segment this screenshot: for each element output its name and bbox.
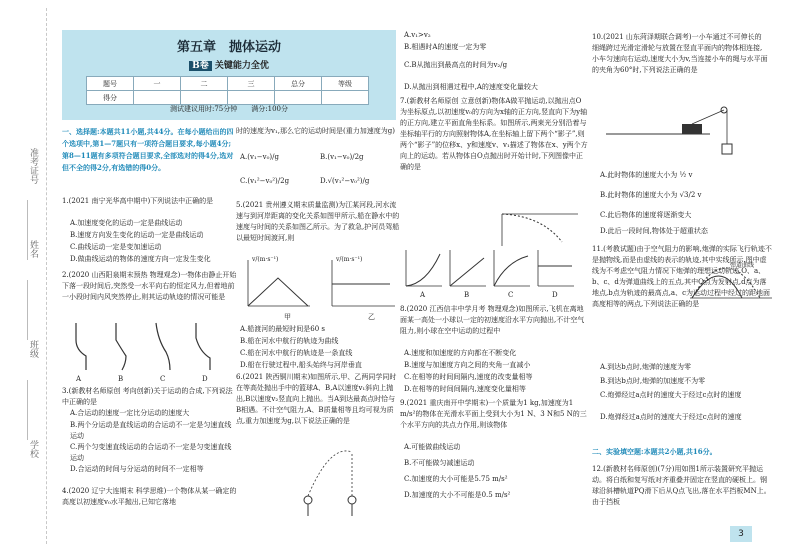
q9-option-d[interactable]: D.加速度的大小不可能是0.5 m/s² [404,491,511,499]
q2-trajectory-figures [64,318,234,378]
binding-blank [27,380,28,440]
trajectory-b [116,323,126,370]
q5-fig-yi: 乙 [368,313,375,321]
q11-trajectory-figure [686,248,776,308]
q11-curve-label: 弹道曲线 [730,262,755,269]
q6-option-c[interactable]: C.B从抛出到最高点的时间为v₂/g [404,61,508,69]
q10-option-b[interactable]: B.此时物体的速度大小为 √3/2 v [600,191,702,199]
volume-badge: B卷 [189,61,212,71]
score-cell[interactable] [228,91,275,105]
score-row-values [87,91,369,105]
q2-label-a[interactable]: A [76,375,82,383]
rope [692,110,724,124]
section-2-text: 二、实验填空题:本题共2小题,共16分。 [592,447,717,456]
exam-header [62,30,396,120]
hanging-block [722,144,732,154]
q3-option-d[interactable]: D.合运动的时间与分运动的时间不一定相等 [70,465,204,473]
q1-option-c[interactable]: C.曲线运动一定是变加速运动 [70,243,162,251]
q5-graph-jia-label: v/(m·s⁻¹) [252,256,279,263]
q10-option-d[interactable]: D.此后一段时间,物体处于超重状态 [600,227,708,235]
question-4: 4.(2020 辽宁大连期末 科学思维)一个物体从某一确定的高度以初速度v₀水平抛出,已知它落地 [62,487,237,506]
q9-option-c[interactable]: C.加速度的大小可能是5.75 m/s² [404,475,508,483]
question-6: 6.(2021 陕西铜川期末)如图所示,甲、乙两同学同时在等高处抛出手中的篮球A、B,A以速度v₁斜向上抛出,B以速度v₂竖直向上抛出。当A到达最高点时恰与B相遇。不计空气阻力,A、B质量相等且均可视为质点,重力加速度为g,以下说法正确的是 [236,373,397,425]
q10-option-a[interactable]: A.此时物体的速度大小为 ½ v [600,171,693,179]
ideal-parabola [692,268,760,298]
subtitle-text: 关键能力全优 [214,61,269,71]
q4-option-b[interactable]: B.(v₁−v₀)/2g [320,153,364,161]
q5-velocity-graphs [240,256,400,316]
q7-label-c[interactable]: C [508,291,514,299]
binding-label-class: 班级 [28,340,38,358]
binding-label-name: 姓名 [28,240,38,258]
q8-option-a[interactable]: A.速度和加速度的方向都在不断变化 [404,349,517,357]
car [682,124,702,134]
q3-option-a[interactable]: A.合运动的速度一定比分运动的速度大 [70,409,190,417]
q6-option-a[interactable]: A.v₁>v₂ [404,31,431,39]
person-yi-head [348,496,356,504]
score-cell: 总分 [275,77,322,91]
q8-option-b[interactable]: B.速度与加速度方向之间的夹角一直减小 [404,361,531,369]
score-cell: 二 [181,77,228,91]
trajectory-c [156,323,170,370]
person-jia-head [304,496,312,504]
ball-a-trajectory [308,451,352,496]
trajectory-a [76,323,86,370]
trajectory-d [196,323,210,370]
score-cell: 得分 [87,91,134,105]
q4-option-a[interactable]: A.(v₁−v₀)/g [240,153,279,161]
q2-label-c[interactable]: C [160,375,166,383]
q1-option-b[interactable]: B.速度方向发生变化的运动一定是曲线运动 [70,231,204,239]
chapter-title: 第五章 抛体运动 [176,40,281,55]
q8-option-d[interactable]: D.在相等的时间间隔内,速度变化量相等 [404,385,526,393]
score-cell: 三 [228,77,275,91]
q11-option-b[interactable]: B.到达b点时,炮弹的加速度不为零 [600,377,706,385]
q1-option-d[interactable]: D.做曲线运动的物体的速度方向一定发生变化 [70,255,211,263]
time-info: 测试建议用时:75分钟 满分:100分 [170,105,288,113]
score-table [86,76,369,105]
q7-label-a[interactable]: A [420,291,426,299]
score-cell: 等级 [322,77,369,91]
question-12: 12.(新教材名师原创)(7分)用如图1所示装置研究平抛运动。将白纸和复写纸对齐重叠并固定在竖直的硬板上。钢球沿斜槽轨道PQ滑下后从Q点飞出,落在水平挡板MN上。由于挡板 [592,465,771,506]
q11-option-a[interactable]: A.到达b点时,炮弹的速度为零 [600,363,691,371]
question-4-continued: 时的速度为v₁,那么它的运动时间是(重力加速度为g) [236,127,395,135]
q7-main-figure [502,214,578,246]
q5-option-b[interactable]: B.船在河水中航行的轨迹为曲线 [240,337,339,345]
q7-graphs [402,206,582,302]
q11-option-d[interactable]: D.炮弹经过a点时的速度大于经过c点时的速度 [600,413,742,421]
q7-graph-c [494,250,530,286]
q5-graph-yi-label: v/(m·s⁻¹) [336,256,363,263]
q11-option-c[interactable]: C.炮弹经过a点时的速度大于经过c点时的速度 [600,391,742,399]
graph-jia-line [248,278,308,306]
question-3: 3.(新教材名师原创 考向创新)关于运动的合成,下列说法中正确的是 [62,387,233,406]
q6-basketball-figure [290,440,390,520]
q2-label-d[interactable]: D [202,375,208,383]
binding-label-exam-number: 准考证号 [28,148,38,184]
score-cell[interactable] [134,91,181,105]
score-cell[interactable] [275,91,322,105]
q3-option-b[interactable]: B.两个分运动是直线运动的合运动不一定是匀速直线运动 [70,421,232,440]
score-row-header [87,77,369,91]
q6-option-d[interactable]: D.从抛出到相遇过程中,A的速度变化量较大 [404,83,538,91]
section-1-text: 一、选择题:本题共11小题,共44分。在每小题给出的四个选项中,第1—7题只有一项符合题目要求,每小题4分;第8—11题有多项符合题目要求,全部选对的得4分,选对但不全的得2分,有选错的得0分。 [62,127,234,172]
score-cell[interactable] [181,91,228,105]
q5-option-c[interactable]: C.船在河水中航行的轨迹是一条直线 [240,349,353,357]
q7-graph-b [450,250,486,286]
score-cell: 题号 [87,77,134,91]
page-number: 3 [730,526,752,542]
q10-option-c[interactable]: C.此后物体的速度将逐渐变大 [600,211,692,219]
binding-label-school: 学校 [28,440,38,458]
score-cell[interactable] [322,91,369,105]
q8-option-c[interactable]: C.在相等的时间间隔内,速度的改变量相等 [404,373,533,381]
question-10: 10.(2021 山东菏泽期联合调考)一小车通过不可伸长的细绳跨过光滑定滑轮与放置在竖直平面内的物体相连接,小车匀速向右运动,速度大小为v,当连接小车的绳与水平面的夹角为60°时,下列说法正确的是 [592,33,768,74]
q2-label-b[interactable]: B [118,375,124,383]
question-2: 2.(2020 山西阳泉期末预热 物理观念)一物体由静止开始下落一段时间后,突然受一水平向右的恒定风力,但着地前一小段时间内风突然停止,则其运动轨迹的情况可能是 [62,271,237,301]
section-1-instructions [62,126,238,174]
q3-option-c[interactable]: C.两个匀变速直线运动的合运动不一定是匀变速直线运动 [70,443,232,462]
question-7: 7.(新教材名师原创 立意创新)物体A做平抛运动,以抛出点O为坐标原点,以初速度v₀的方向为x轴的正方向,竖直向下为y轴的正方向,建立平面直角坐标系。如图所示,两束光分别沿着与坐标轴平行的方向照射物体A,在坐标轴上留下两个“影子”,则两个“影子”的位移x、y和速度v、v₁描述了物体在x、y两个方向上的运动。若从物体自O点抛出时开始计时,下列图像中正确的是 [400,97,588,171]
q7-graph-d [538,250,574,286]
question-9: 9.(2021 重庆南开中学期末)一个质量为1 kg,加速度为1 m/s²的物体在光滑水平面上受到大小为1 N、3 N和5 N的三个水平方向的共点力作用,则该物体 [400,399,587,429]
score-cell: 一 [134,77,181,91]
q4-option-c[interactable]: C.(v₁²−v₀²)/2g [240,177,290,185]
q6-option-b[interactable]: B.相遇时A的速度一定为零 [404,43,487,51]
q9-option-b[interactable]: B.不可能做匀减速运动 [404,459,475,467]
question-1: 1.(2021 南宁光华高中期中)下列说法中正确的是 [62,197,214,205]
q7-graph-a [406,250,442,286]
q5-fig-jia: 甲 [284,313,291,321]
question-8: 8.(2020 江西信丰中学月考 物理观念)如图所示,飞机在离地面某一高处一小球以一定的初速度沿水平方向抛出,不计空气阻力,则小球在空中运动的过程中 [400,305,585,335]
question-11: 11.(考教试题)由于空气阻力的影响,炮弹的实际飞行轨迹不是抛物线,而是由虚线的表示的轨迹,其中实线所示,图中虚线为不考虑空气阻力情况下炮弹的理想运动轨迹,O、a、b、c、d为弹道曲线上的五点,其中O点为发射点,d点为落地点,b点为轨迹的最高点,a、c为运动过程中经过的距地面高度相等的两点,下列说法正确的是 [592,245,772,308]
section-2-instructions [592,446,772,458]
exam-subtitle [62,58,396,71]
q10-car-pulley-figure [600,104,750,164]
q9-option-a[interactable]: A.可能做曲线运动 [404,443,461,451]
question-5: 5.(2021 贵州遵义期末质量监测)为江某河段,河水流速与到河岸距离的变化关系如图甲所示,船在静水中的速度与时间的关系如图乙所示。为了救急,护河员驾船以最短时间渡河,则 [236,201,400,242]
binding-margin [0,0,62,552]
q7-label-b[interactable]: B [464,291,470,299]
q4-option-d[interactable]: D.√(v₁²−v₀²)/g [320,177,370,185]
q7-label-d[interactable]: D [552,291,558,299]
q1-option-a[interactable]: A.加速度变化的运动一定是曲线运动 [70,219,183,227]
ballistic-curve [692,276,742,298]
q5-option-a[interactable]: A.船渡河的最短时间是60 s [240,325,326,333]
binding-blank [27,280,28,340]
binding-dashed-line [46,8,47,544]
q5-option-d[interactable]: D.船在行驶过程中,船头始终与河岸垂直 [240,361,362,369]
